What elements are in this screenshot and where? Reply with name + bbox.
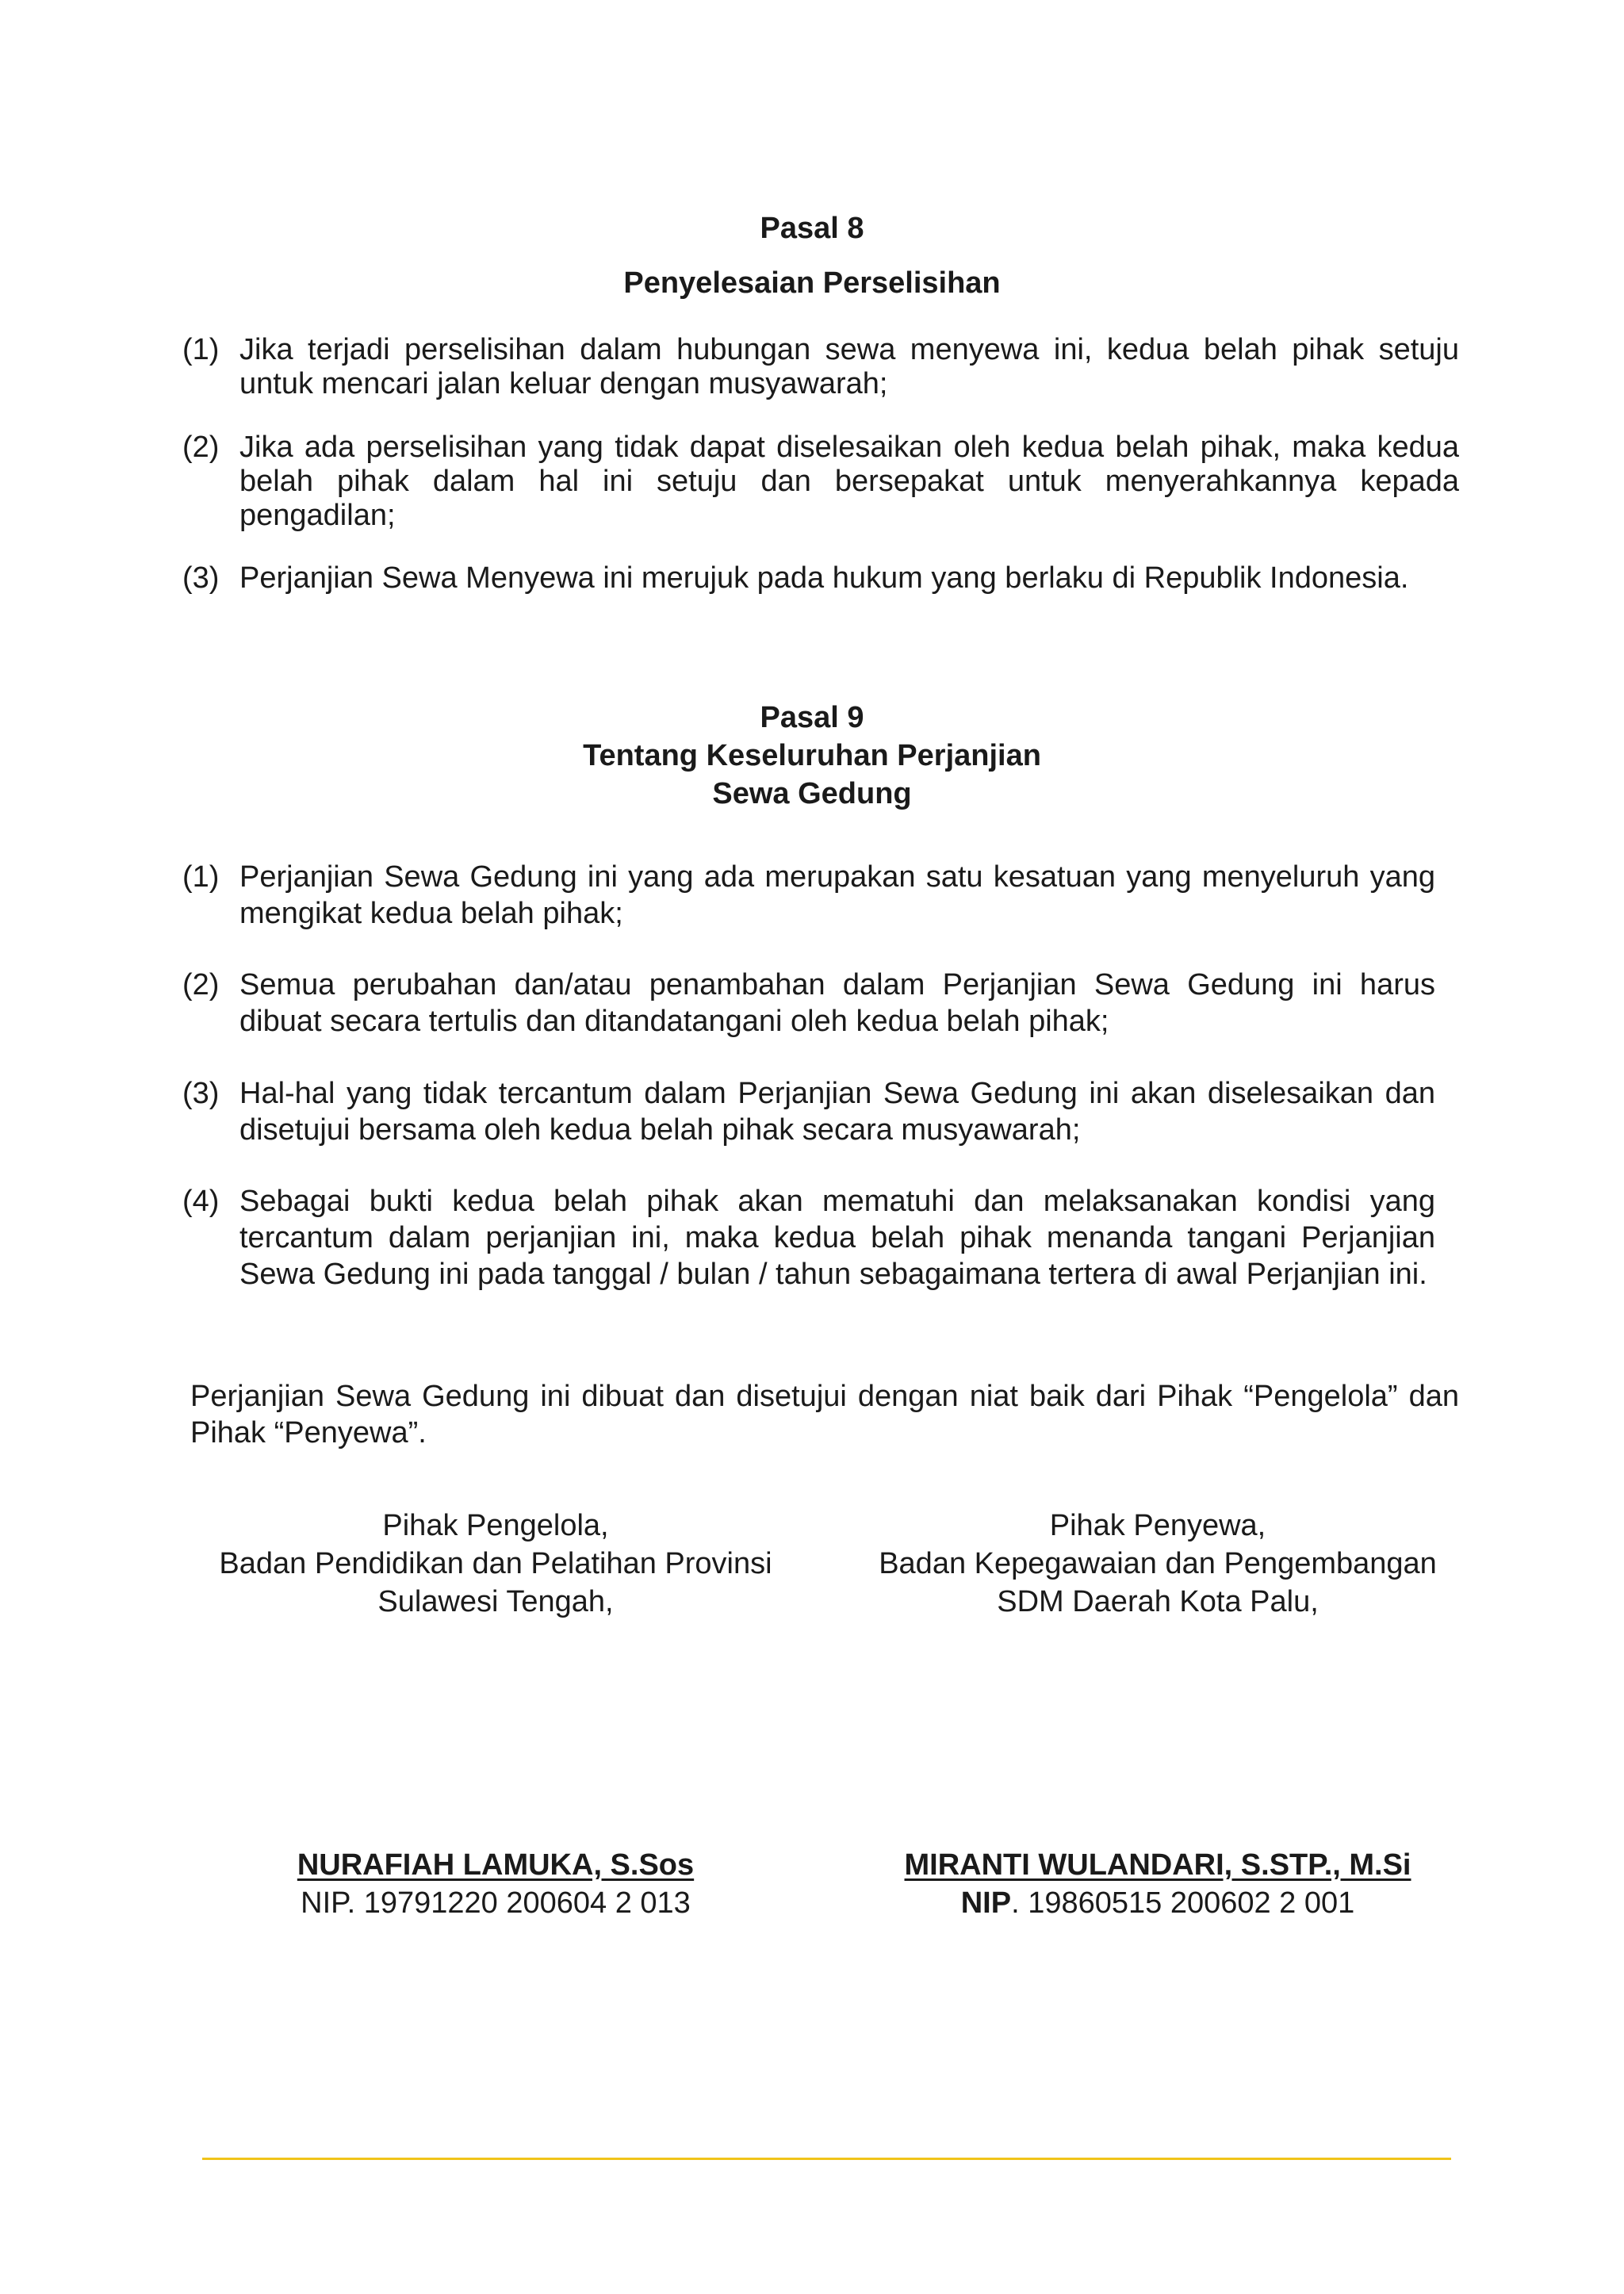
- signatory-right-nip-value: . 19860515 200602 2 001: [1011, 1886, 1355, 1920]
- item-text: Jika ada perselisihan yang tidak dapat diselesaikan oleh kedua belah pihak, maka kedua belah pihak dalam hal ini setuju dan bersepakat untuk menyerahkannya kepada pengadilan;: [239, 431, 1459, 532]
- item-number: (1): [182, 333, 220, 366]
- pasal-8-title: Pasal 8: [760, 212, 864, 245]
- item-number: (3): [182, 561, 220, 595]
- pasal-9-item-3: [182, 1075, 1435, 1148]
- pasal-9-item-4: [182, 1183, 1435, 1293]
- signatory-left-name-block: [182, 1846, 809, 1922]
- footer-divider: [202, 2158, 1451, 2160]
- signatory-right-role: Pihak Penyewa,: [1049, 1509, 1266, 1542]
- signatory-right-nip: [841, 1884, 1475, 1922]
- signatory-right-name-block: [841, 1846, 1475, 1922]
- signatory-right-org-line-2: SDM Daerah Kota Palu,: [997, 1585, 1319, 1618]
- pasal-9-subtitle-line-1: Tentang Keseluruhan Perjanjian: [583, 739, 1041, 772]
- signatory-left-role: Pihak Pengelola,: [382, 1509, 609, 1542]
- signatory-left-block: [182, 1507, 809, 1621]
- item-number: (2): [182, 431, 220, 464]
- pasal-8-item-2: [182, 431, 1459, 533]
- item-text: Sebagai bukti kedua belah pihak akan mematuhi dan melaksanakan kondisi yang tercantum dalam perjanjian ini, maka kedua belah pihak menanda tangani Perjanjian Sewa Gedung ini pada tanggal / bulan / tahun sebagaimana tertera di awal Perjanjian ini.: [239, 1185, 1435, 1291]
- item-text: Semua perubahan dan/atau penambahan dalam Perjanjian Sewa Gedung ini harus dibuat secara tertulis dan ditandatangani oleh kedua belah pihak;: [239, 968, 1435, 1038]
- item-text: Jika terjadi perselisihan dalam hubungan sewa menyewa ini, kedua belah pihak setuju untuk mencari jalan keluar dengan musyawarah;: [239, 333, 1459, 400]
- item-number: (4): [182, 1185, 220, 1218]
- pasal-8-item-1: [182, 333, 1459, 401]
- pasal-8-item-3: [182, 561, 1459, 596]
- item-number: (2): [182, 968, 220, 1001]
- pasal-9-item-2: [182, 967, 1435, 1040]
- item-text: Hal-hal yang tidak tercantum dalam Perjanjian Sewa Gedung ini akan diselesaikan dan disetujui bersama oleh kedua belah pihak secara musyawarah;: [239, 1077, 1435, 1147]
- pasal-9-title: Pasal 9: [760, 701, 864, 734]
- signatory-right-nip-label: NIP: [960, 1886, 1012, 1920]
- signatory-left-org-line-1: Badan Pendidikan dan Pelatihan Provinsi: [219, 1547, 772, 1580]
- signatory-right-name: MIRANTI WULANDARI, S.STP., M.Si: [904, 1848, 1411, 1882]
- item-number: (3): [182, 1077, 220, 1110]
- signatory-right-org-line-1: Badan Kepegawaian dan Pengembangan: [879, 1547, 1437, 1580]
- pasal-8-subtitle: Penyelesaian Perselisihan: [623, 266, 1001, 300]
- pasal-9-subtitle-line-2: Sewa Gedung: [712, 777, 912, 810]
- signatory-left-nip: NIP. 19791220 200604 2 013: [301, 1886, 691, 1920]
- pasal-9-item-1: [182, 859, 1435, 932]
- item-text: Perjanjian Sewa Menyewa ini merujuk pada hukum yang berlaku di Republik Indonesia.: [239, 561, 1409, 595]
- signatory-left-name: NURAFIAH LAMUKA, S.Sos: [297, 1848, 695, 1882]
- signatory-left-org-line-2: Sulawesi Tengah,: [377, 1585, 614, 1618]
- item-number: (1): [182, 860, 220, 894]
- item-text: Perjanjian Sewa Gedung ini yang ada merupakan satu kesatuan yang menyeluruh yang mengikat kedua belah pihak;: [239, 860, 1435, 930]
- closing-paragraph: Perjanjian Sewa Gedung ini dibuat dan disetujui dengan niat baik dari Pihak “Pengelola” dan Pihak “Penyewa”.: [190, 1380, 1459, 1450]
- signatory-right-block: [841, 1507, 1475, 1621]
